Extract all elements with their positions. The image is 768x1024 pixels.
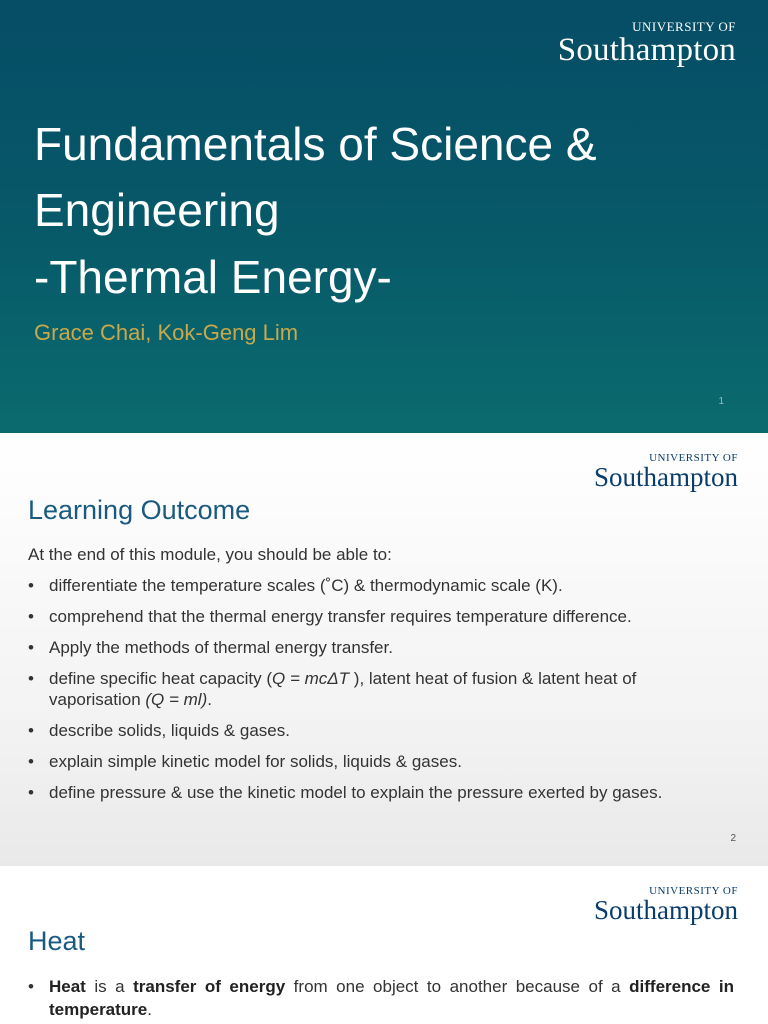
- university-logo: [594, 886, 738, 924]
- slide-heading: Learning Outcome: [28, 495, 251, 525]
- outcome-text: ), latent heat of fusion & latent heat of vaporisation: [49, 669, 637, 709]
- outcome-text: define pressure & use the kinetic model to explain the pressure exerted by gases.: [49, 783, 663, 802]
- logo-top-text: UNIVERSITY OF: [649, 452, 738, 464]
- outcome-text: comprehend that the thermal energy transfer requires temperature difference.: [49, 607, 632, 626]
- definition-text: .: [147, 1000, 152, 1019]
- bullet-icon: •: [28, 638, 34, 657]
- heat-definition: [28, 975, 734, 1021]
- equation-heat-capacity: Q = mcΔT: [272, 669, 350, 688]
- intro-text: At the end of this module, you should be able to:: [28, 545, 392, 564]
- logo-main-text: Southampton: [593, 462, 738, 492]
- title-line-1: Fundamentals of Science &: [34, 118, 597, 170]
- outcome-list: [28, 575, 728, 813]
- term-transfer-of-energy: transfer of energy: [133, 977, 286, 996]
- outcome-text: Apply the methods of thermal energy transfer.: [49, 638, 393, 657]
- logo-main-text: Southampton: [557, 32, 736, 68]
- university-logo: [594, 453, 738, 491]
- outcome-text: define specific heat capacity (: [49, 669, 273, 688]
- university-logo: [558, 20, 736, 67]
- outcome-text: explain simple kinetic model for solids, liquids & gases.: [49, 752, 462, 771]
- logo-main-text: Southampton: [593, 895, 738, 925]
- list-item: [28, 720, 728, 741]
- definition-text: from one object to another because of a: [285, 977, 630, 996]
- term-heat: Heat: [49, 977, 86, 996]
- page-number: 2: [730, 833, 736, 844]
- outcome-text: .: [207, 690, 212, 709]
- bullet-icon: •: [28, 752, 34, 771]
- list-item: [28, 606, 728, 627]
- bullet-icon: •: [28, 576, 34, 595]
- slide-heading: Heat: [28, 926, 86, 956]
- bullet-icon: •: [28, 977, 34, 996]
- list-item: [28, 637, 728, 658]
- title-line-2: Engineering: [34, 184, 280, 236]
- list-item: [28, 668, 728, 710]
- equation-latent-heat: (Q = ml): [145, 690, 208, 709]
- logo-top-text: UNIVERSITY OF: [632, 19, 736, 34]
- heat-slide: [0, 866, 768, 1024]
- title-slide: [0, 0, 768, 433]
- list-item: [28, 575, 728, 596]
- learning-outcome-slide: [0, 433, 768, 866]
- definition-text: is a: [85, 977, 134, 996]
- list-item: [28, 782, 728, 803]
- logo-top-text: UNIVERSITY OF: [649, 885, 738, 897]
- outcome-text: differentiate the temperature scales (˚C) & thermodynamic scale (K).: [49, 576, 563, 595]
- list-item: [28, 751, 728, 772]
- bullet-icon: •: [28, 783, 34, 802]
- bullet-icon: •: [28, 721, 34, 740]
- authors: Grace Chai, Kok-Geng Lim: [34, 320, 299, 345]
- page-number: 1: [718, 396, 724, 407]
- outcome-text: describe solids, liquids & gases.: [49, 721, 290, 740]
- bullet-icon: •: [28, 669, 34, 688]
- bullet-icon: •: [28, 607, 34, 626]
- term-difference-in-temperature: difference in temperature: [49, 977, 734, 1019]
- title-line-3: -Thermal Energy-: [34, 251, 392, 303]
